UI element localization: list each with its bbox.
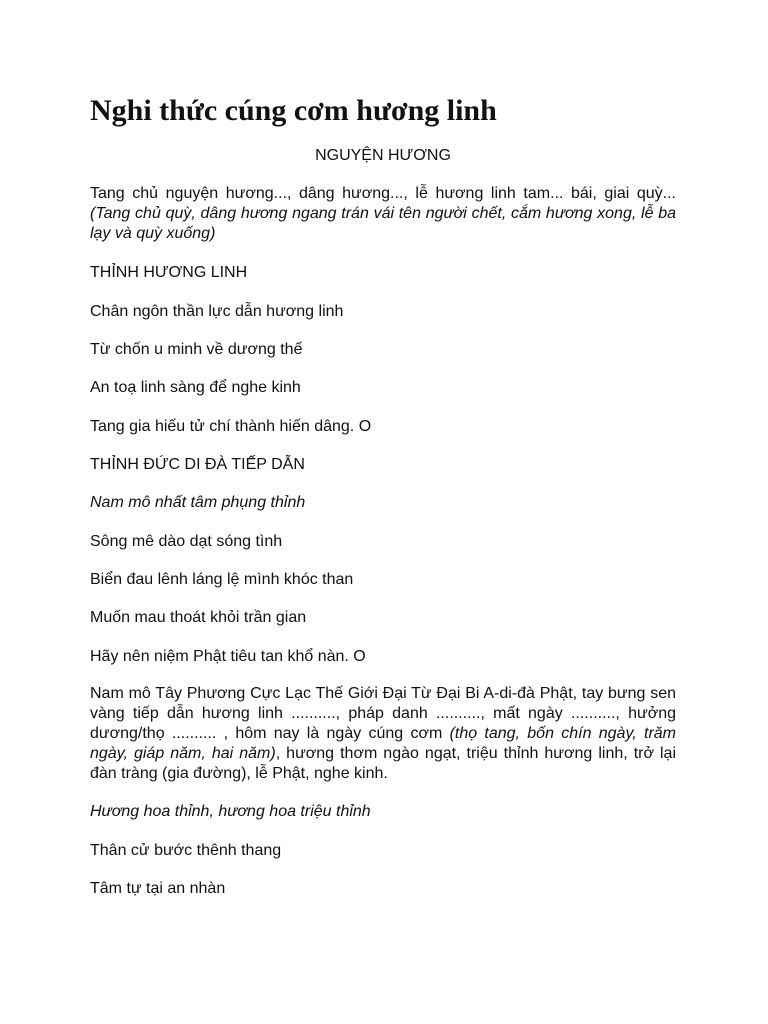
verse-line: Thân cử bước thênh thang [90,842,282,859]
paragraph-amitabha [90,684,676,784]
amitabha-italic-note: (thọ tang, bốn chín ngày, trăm ngày, giáp năm, hai năm) [90,725,676,762]
amitabha-text-end: , hương thơm ngào ngạt, triệu thỉnh hương linh, trở lại đàn tràng (gia đường), lễ Phật, nghe kinh. [90,745,677,782]
section-heading-thinh-duc-di-da: THỈNH ĐỨC DI ĐÀ TIẾP DẪN [90,456,305,473]
document-title: Nghi thức cúng cơm hương linh [90,94,497,127]
paragraph-intro [90,184,676,244]
verse-line: Hãy nên niệm Phật tiêu tan khổ nàn. O [90,648,366,665]
verse-line: Từ chốn u minh về dương thế [90,341,303,358]
intro-text: Tang chủ nguyện hương..., dâng hương..., lễ hương linh tam... bái, giai quỳ... [90,185,676,202]
section-heading-thinh-huong-linh: THỈNH HƯƠNG LINH [90,264,248,281]
section-heading-nguyen-huong: NGUYỆN HƯƠNG [315,147,451,164]
intro-italic-note: (Tang chủ quỳ, dâng hương ngang trán vái tên người chết, cắm hương xong, lễ ba lạy và quỳ xuống) [90,205,676,242]
verse-line: An toạ linh sàng để nghe kinh [90,379,301,396]
verse-line: Chân ngôn thần lực dẫn hương linh [90,303,344,320]
invocation-line: Nam mô nhất tâm phụng thỉnh [90,494,306,511]
verse-line: Sông mê dào dạt sóng tình [90,533,283,550]
verse-line: Tâm tự tại an nhàn [90,880,226,897]
verse-line: Biển đau lênh láng lệ mình khóc than [90,571,354,588]
amitabha-text: Nam mô Tây Phương Cực Lạc Thế Giới Đại Từ Đại Bi A-di-đà Phật, tay bưng sen vàng tiếp dẫn hương linh .........., pháp danh .........., mất ngày .........., hưởng dương/thọ .......... , hôm nay là ngày cúng cơm [90,685,676,742]
verse-line: Tang gia hiếu tử chí thành hiến dâng. O [90,418,372,435]
verse-line: Muốn mau thoát khỏi trần gian [90,609,307,626]
refrain-line: Hương hoa thỉnh, hương hoa triệu thỉnh [90,803,371,820]
